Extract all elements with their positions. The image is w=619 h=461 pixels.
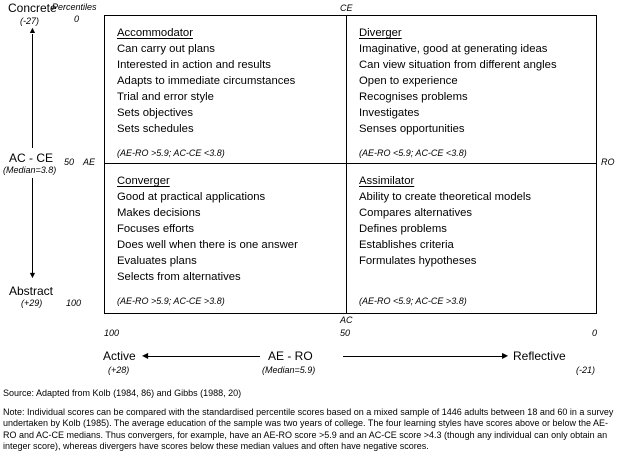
active-score: (+28) <box>108 365 130 375</box>
list-item: Interested in action and results <box>117 59 271 71</box>
list-item: Evaluates plans <box>117 255 197 267</box>
list-item: Trial and error style <box>117 91 214 103</box>
percentile-50-vertical: 50 <box>64 157 75 167</box>
quadrant-condition: (AE-RO >5.9; AC-CE <3.8) <box>117 148 225 158</box>
ac-ce-median: (Median=3.8) <box>3 165 57 175</box>
arrow-right-icon: ▶ <box>502 351 509 360</box>
reflective-label: Reflective <box>513 349 566 363</box>
list-item: Investigates <box>359 107 420 119</box>
arrow-right-line <box>343 356 503 357</box>
quadrant-title: Accommodator <box>117 27 193 39</box>
arrow-left-icon: ◀ <box>142 351 149 360</box>
list-item: Defines problems <box>359 223 447 235</box>
list-item: Does well when there is one answer <box>117 239 298 251</box>
quadrant-title: Assimilator <box>359 175 415 187</box>
list-item: Can view situation from different angles <box>359 59 557 71</box>
ac-ce-label: AC - CE <box>9 151 54 165</box>
concrete-score: (-27) <box>20 16 40 26</box>
concrete-label: Concrete <box>8 1 57 15</box>
ae-ro-label: AE - RO <box>268 349 313 363</box>
list-item: Open to experience <box>359 75 458 87</box>
percentile-50-horizontal: 50 <box>340 328 351 338</box>
note-text: Note: Individual scores can be compared with the standardised percentile scores based on a mixed sample of 1446 adults between 18 and 60 in a survey undertaken by Kolb (1985). The average education of the sample was two years of college. The four learning styles have scores above or below the AE-RO and AC-CE medians. Thus convergers, for example, have an AE-RO score >5.9 and an AC-CE score >4.3 (though any individual can only obtain an integer score), whereas divergers have scores below these median values and often have negative scores. <box>3 407 614 451</box>
arrow-down-icon: ▼ <box>28 270 37 280</box>
list-item: Ability to create theoretical models <box>359 191 532 203</box>
vertical-divider <box>346 15 347 313</box>
horizontal-divider <box>104 163 597 164</box>
ae-label: AE <box>83 157 96 167</box>
quadrant-diverger <box>359 25 594 160</box>
quadrant-converger <box>117 173 342 308</box>
quadrant-assimilator <box>359 173 594 308</box>
list-item: Makes decisions <box>117 207 201 219</box>
ae-ro-median: (Median=5.9) <box>262 365 316 375</box>
quadrant-title: Diverger <box>359 27 402 39</box>
list-item: Selects from alternatives <box>117 271 241 283</box>
reflective-score: (-21) <box>576 365 596 375</box>
active-label: Active <box>103 349 136 363</box>
percentile-0-horizontal: 0 <box>592 328 598 338</box>
arrow-down-line <box>32 178 33 274</box>
list-item: Recognises problems <box>359 91 468 103</box>
list-item: Establishes criteria <box>359 239 454 251</box>
quadrant-condition: (AE-RO >5.9; AC-CE >3.8) <box>117 296 225 306</box>
percentile-100-vertical: 100 <box>66 298 82 308</box>
arrow-left-line <box>148 356 260 357</box>
percentile-100-horizontal: 100 <box>104 328 120 338</box>
abstract-label: Abstract <box>9 284 54 298</box>
list-item: Senses opportunities <box>359 123 465 135</box>
source-text: Source: Adapted from Kolb (1984, 86) and Gibbs (1988, 20) <box>3 388 242 398</box>
quadrant-condition: (AE-RO <5.9; AC-CE <3.8) <box>359 148 467 158</box>
percentiles-label: Percentiles <box>52 2 97 12</box>
ro-label: RO <box>601 157 615 167</box>
list-item: Sets objectives <box>117 107 193 119</box>
list-item: Sets schedules <box>117 123 194 135</box>
list-item: Good at practical applications <box>117 191 266 203</box>
list-item: Focuses efforts <box>117 223 195 235</box>
quadrant-condition: (AE-RO <5.9; AC-CE >3.8) <box>359 296 467 306</box>
quadrant-accommodator <box>117 25 342 160</box>
arrow-up-line <box>32 34 33 148</box>
arrow-up-icon: ▲ <box>28 25 37 35</box>
percentile-0-vertical: 0 <box>74 14 80 24</box>
list-item: Formulates hypotheses <box>359 255 477 267</box>
ce-label: CE <box>340 3 353 13</box>
ac-label: AC <box>340 315 353 325</box>
abstract-score: (+29) <box>21 298 43 308</box>
list-item: Adapts to immediate circumstances <box>117 75 296 87</box>
list-item: Imaginative, good at generating ideas <box>359 43 548 55</box>
list-item: Can carry out plans <box>117 43 215 55</box>
quadrant-title: Converger <box>117 175 170 187</box>
list-item: Compares alternatives <box>359 207 473 219</box>
